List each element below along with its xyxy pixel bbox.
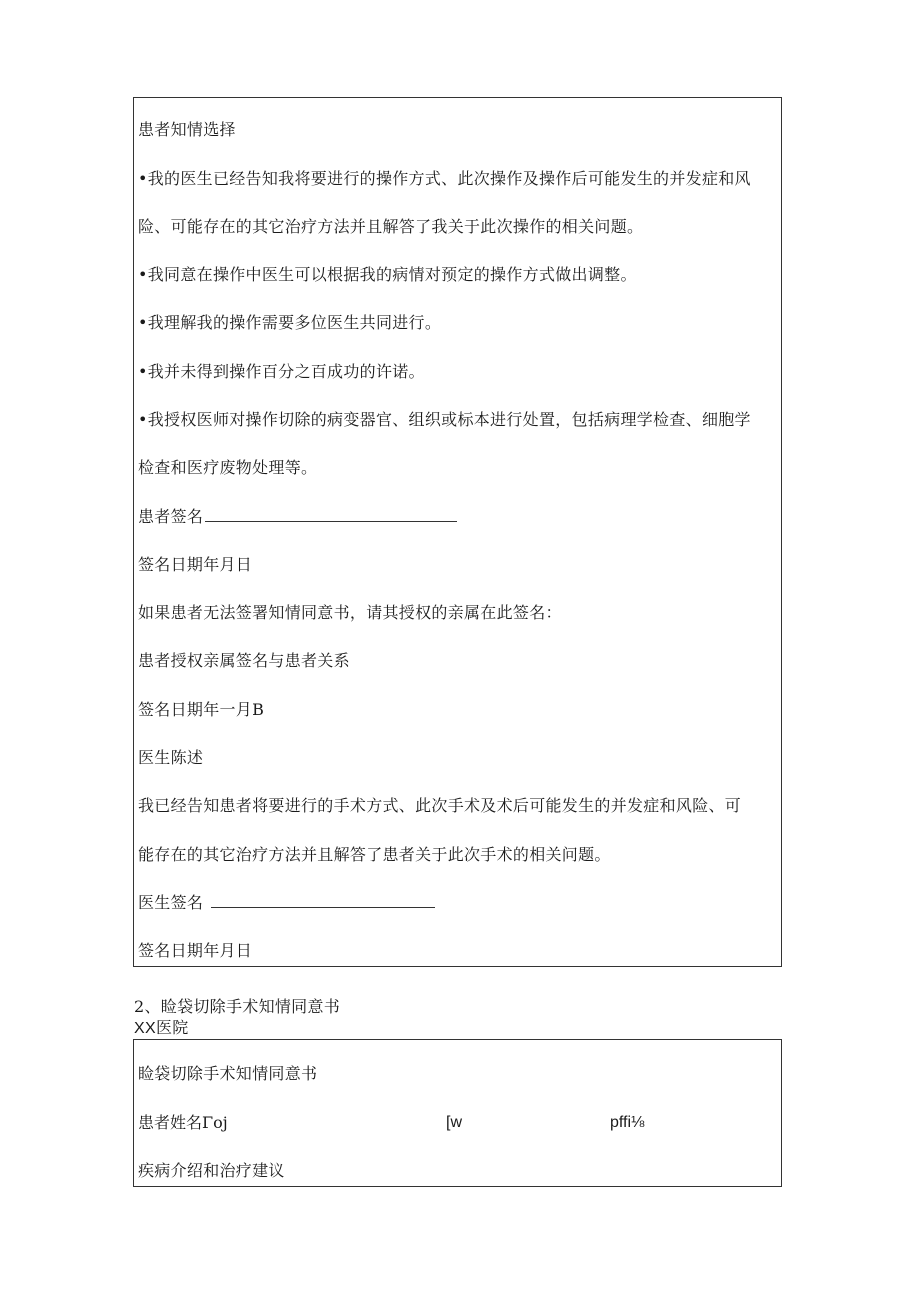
bullet-line: •我并未得到操作百分之百成功的许诺。	[138, 362, 425, 381]
section-title: 患者知情选择	[138, 120, 236, 139]
form-box	[133, 1039, 782, 1187]
patient-signature-line[interactable]	[205, 507, 457, 522]
bullet-line: •我授权医师对操作切除的病变器官、组织或标本进行处置，包括病理学检查、细胞学	[138, 410, 751, 429]
disease-intro: 疾病介绍和治疗建议	[138, 1161, 285, 1180]
form-field: [w	[446, 1114, 462, 1131]
doctor-sign-date: 签名日期年月日	[138, 941, 253, 960]
bullet-line: 检查和医疗废物处理等。	[138, 458, 318, 477]
proxy-sign-date: 签名日期年一月B	[138, 700, 265, 719]
section-heading: 2、睑袋切除手术知情同意书	[134, 997, 341, 1016]
patient-name-label: 患者姓名Γoj	[138, 1113, 228, 1132]
doctor-signature-row	[138, 892, 435, 914]
proxy-instruction: 如果患者无法签署知情同意书，请其授权的亲属在此签名：	[138, 603, 562, 622]
bullet-line: •我的医生已经告知我将要进行的操作方式、此次操作及操作后可能发生的并发症和风	[138, 169, 751, 188]
doctor-signature-label: 医生签名	[138, 893, 204, 912]
doctor-statement-title: 医生陈述	[138, 748, 204, 767]
form-field: pffi⅛	[610, 1114, 645, 1131]
doctor-statement-line: 能存在的其它治疗方法并且解答了患者关于此次手术的相关问题。	[138, 845, 611, 864]
patient-sign-date: 签名日期年月日	[138, 555, 253, 574]
bullet-line: •我理解我的操作需要多位医生共同进行。	[138, 313, 442, 332]
doctor-statement-line: 我已经告知患者将要进行的手术方式、此次手术及术后可能发生的并发症和风险、可	[138, 796, 742, 815]
bullet-line: •我同意在操作中医生可以根据我的病情对预定的操作方式做出调整。	[138, 265, 637, 284]
hospital-name	[134, 1017, 189, 1040]
patient-signature-label: 患者签名	[138, 507, 204, 526]
doctor-signature-line[interactable]	[211, 893, 435, 908]
consent-section-box	[133, 97, 782, 967]
proxy-signature-label: 患者授权亲属签名与患者关系	[138, 651, 350, 670]
patient-signature-row	[138, 506, 457, 528]
hospital-name-text: XX医院	[134, 1020, 189, 1037]
form-title: 睑袋切除手术知情同意书	[138, 1064, 318, 1083]
bullet-line: 险、可能存在的其它治疗方法并且解答了我关于此次操作的相关问题。	[138, 217, 644, 236]
